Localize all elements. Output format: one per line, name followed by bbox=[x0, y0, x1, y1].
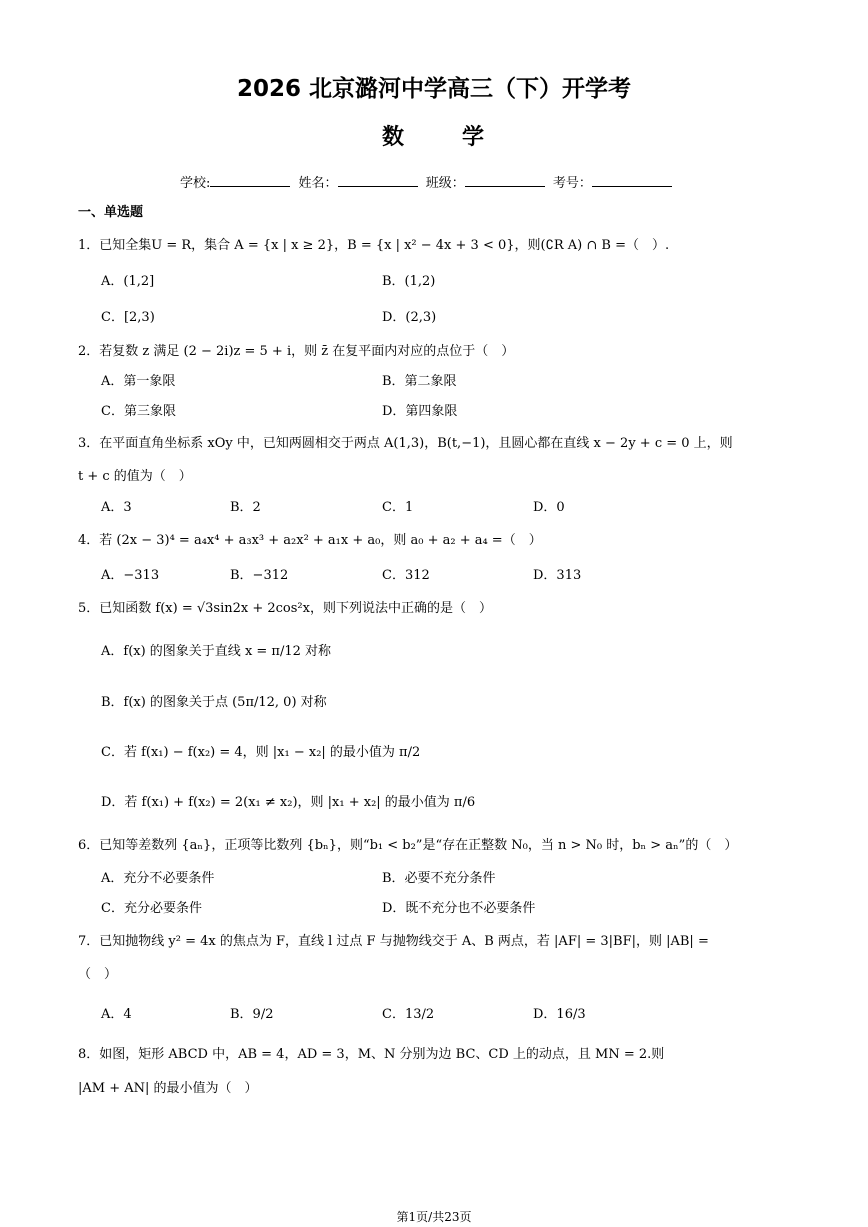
question-3-stem: 3．在平面直角坐标系 xOy 中，已知两圆相交于两点 A(1,3)，B(t,−1)，且圆心都在直线 x − 2y + c = 0 上，则 bbox=[78, 436, 733, 451]
subject-char-1: 数 bbox=[381, 125, 406, 150]
q6-option-d: D．既不充分也不必要条件 bbox=[382, 901, 536, 916]
question-8-stem: 8．如图，矩形 ABCD 中，AB = 4，AD = 3，M、N 分别为边 BC、CD 上的动点，且 MN = 2.则 bbox=[78, 1047, 665, 1062]
question-4-stem: 4．若 (2x − 3)⁴ = a₄x⁴ + a₃x³ + a₂x² + a₁x + a₀，则 a₀ + a₂ + a₄ =（ ） bbox=[78, 533, 542, 548]
q6-option-b: B．必要不充分条件 bbox=[382, 871, 496, 886]
class-blank bbox=[465, 172, 545, 187]
question-6-stem: 6．已知等差数列 {aₙ}，正项等比数列 {bₙ}，则“b₁ < b₂”是“存在正整数 N₀，当 n > N₀ 时，bₙ > aₙ”的（ ） bbox=[78, 838, 738, 853]
question-2-stem: 2．若复数 z 满足 (2 − 2i)z = 5 + i，则 z̄ 在复平面内对应的点位于（ ） bbox=[78, 344, 515, 359]
q5-option-b: B．f(x) 的图象关于点 (5π/12, 0) 对称 bbox=[101, 695, 327, 710]
q3-option-d: D．0 bbox=[533, 500, 565, 515]
name-label: 姓名： bbox=[298, 176, 338, 191]
question-1-stem: 1．已知全集U = R，集合 A = {x | x ≥ 2}，B = {x | x² − 4x + 3 < 0}，则(∁R A) ∩ B =（ ）. bbox=[78, 238, 670, 253]
q1-option-b: B．(1,2) bbox=[382, 274, 436, 289]
q3-option-b: B．2 bbox=[230, 500, 261, 515]
q1-option-a: A．(1,2] bbox=[101, 274, 155, 289]
q7-option-d: D．16/3 bbox=[533, 1007, 586, 1022]
q6-option-c: C．充分必要条件 bbox=[101, 901, 202, 916]
question-8-stem-cont: |AM + AN| 的最小值为（ ） bbox=[78, 1081, 258, 1096]
q5-option-a: A．f(x) 的图象关于直线 x = π/12 对称 bbox=[101, 644, 332, 659]
q4-option-a: A．−313 bbox=[101, 568, 160, 583]
q5-option-d: D．若 f(x₁) + f(x₂) = 2(x₁ ≠ x₂)，则 |x₁ + x₂| 的最小值为 π/6 bbox=[101, 795, 476, 810]
question-7-stem: 7．已知抛物线 y² = 4x 的焦点为 F，直线 l 过点 F 与抛物线交于 A、B 两点，若 |AF| = 3|BF|，则 |AB| = bbox=[78, 934, 709, 949]
school-label: 学校: bbox=[180, 176, 211, 191]
q7-option-c: C．13/2 bbox=[382, 1007, 435, 1022]
subject-title bbox=[0, 120, 868, 151]
q2-option-a: A．第一象限 bbox=[101, 374, 176, 389]
q2-option-b: B．第二象限 bbox=[382, 374, 457, 389]
q3-option-a: A．3 bbox=[101, 500, 132, 515]
q7-option-b: B．9/2 bbox=[230, 1007, 274, 1022]
question-7-stem-cont: （ ） bbox=[78, 967, 118, 982]
subject-char-2: 学 bbox=[462, 125, 487, 150]
q2-option-c: C．第三象限 bbox=[101, 404, 176, 419]
question-3-stem-cont: t + c 的值为（ ） bbox=[78, 469, 192, 484]
page-footer: 第1页/共23页 bbox=[396, 1210, 472, 1224]
class-label: 班级： bbox=[425, 176, 465, 191]
school-blank bbox=[210, 172, 290, 187]
student-info-line bbox=[180, 172, 676, 191]
number-blank bbox=[592, 172, 672, 187]
section-heading: 一、单选题 bbox=[78, 205, 144, 220]
q3-option-c: C．1 bbox=[382, 500, 414, 515]
q5-option-c: C．若 f(x₁) − f(x₂) = 4，则 |x₁ − x₂| 的最小值为 π/2 bbox=[101, 745, 421, 760]
page-title: 2026 北京潞河中学高三（下）开学考 bbox=[236, 76, 632, 102]
question-5-stem: 5．已知函数 f(x) = √3sin2x + 2cos²x，则下列说法中正确的是（ ） bbox=[78, 601, 492, 616]
q7-option-a: A．4 bbox=[101, 1007, 132, 1022]
q1-option-d: D．(2,3) bbox=[382, 310, 437, 325]
q4-option-b: B．−312 bbox=[230, 568, 289, 583]
name-blank bbox=[338, 172, 418, 187]
number-label: 考号： bbox=[552, 176, 592, 191]
q4-option-c: C．312 bbox=[382, 568, 430, 583]
q6-option-a: A．充分不必要条件 bbox=[101, 871, 215, 886]
q4-option-d: D．313 bbox=[533, 568, 582, 583]
q1-option-c: C．[2,3) bbox=[101, 310, 155, 325]
q2-option-d: D．第四象限 bbox=[382, 404, 458, 419]
